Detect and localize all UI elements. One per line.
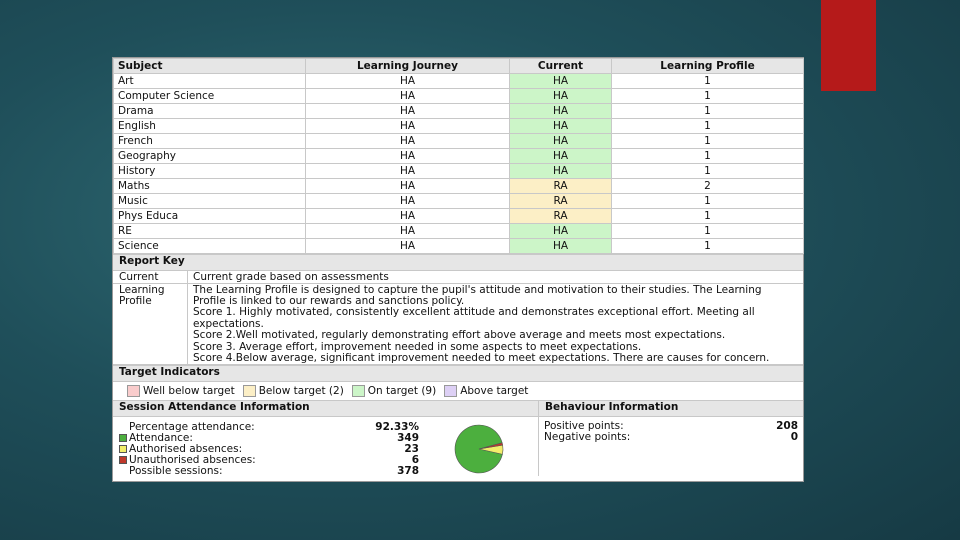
grade-row (114, 119, 804, 134)
indicator-above (444, 385, 528, 397)
attendance-value: 349 (397, 431, 419, 444)
lp-text-line: Profile is linked to our rewards and sanctions policy. (193, 294, 465, 307)
current-grade-cell: HA (510, 74, 612, 89)
key-row-current (113, 271, 803, 284)
student-report (112, 57, 804, 482)
target-indicators-legend (113, 382, 803, 401)
key-lp-label-line: Profile (119, 294, 152, 307)
indicator-label: On target (9) (367, 385, 437, 398)
attendance-label: Unauthorised absences: (129, 453, 256, 466)
attendance-label: Attendance: (129, 431, 193, 444)
grade-row (114, 179, 804, 194)
lp-text-line: expectations. (193, 317, 264, 330)
learning-profile-cell: 1 (612, 74, 804, 89)
bottom-panels (113, 401, 803, 476)
attendance-row (119, 454, 419, 465)
learning-journey-cell: HA (306, 104, 510, 119)
behaviour-label: Positive points: (544, 420, 624, 433)
subject-cell: Music (114, 194, 306, 209)
grade-row (114, 209, 804, 224)
key-lp-label (113, 284, 188, 365)
learning-profile-cell: 1 (612, 224, 804, 239)
grade-row (114, 224, 804, 239)
attendance-title: Session Attendance Information (113, 401, 538, 417)
behaviour-row (544, 432, 798, 443)
attendance-row (119, 432, 419, 443)
current-grade-cell: HA (510, 239, 612, 254)
header-learning-profile: Learning Profile (612, 59, 804, 74)
key-current-label: Current (113, 271, 188, 283)
learning-profile-cell: 1 (612, 194, 804, 209)
accent-bar (821, 0, 876, 91)
behaviour-value: 208 (776, 420, 798, 433)
key-lp-text (188, 284, 803, 365)
current-grade-cell: HA (510, 149, 612, 164)
indicator-label: Well below target (143, 385, 235, 398)
attendance-row (119, 465, 419, 476)
learning-profile-cell: 2 (612, 179, 804, 194)
grades-header-row (114, 59, 804, 74)
lp-text-line: Score 2.Well motivated, regularly demonstrating effort above average and meets most expectations. (193, 329, 726, 342)
attendance-pie-chart (453, 423, 505, 475)
learning-journey-cell: HA (306, 134, 510, 149)
learning-journey-cell: HA (306, 209, 510, 224)
current-grade-cell: HA (510, 104, 612, 119)
current-grade-cell: HA (510, 89, 612, 104)
current-grade-cell: RA (510, 194, 612, 209)
subject-cell: Maths (114, 179, 306, 194)
subject-cell: French (114, 134, 306, 149)
learning-journey-cell: HA (306, 149, 510, 164)
grade-row (114, 164, 804, 179)
current-grade-cell: HA (510, 224, 612, 239)
attendance-value: 23 (404, 442, 419, 455)
learning-profile-cell: 1 (612, 164, 804, 179)
subject-cell: English (114, 119, 306, 134)
learning-profile-cell: 1 (612, 134, 804, 149)
grades-body (114, 74, 804, 254)
attendance-panel (113, 401, 539, 476)
key-row-learning-profile (113, 284, 803, 366)
below-swatch (243, 385, 256, 397)
subject-cell: RE (114, 224, 306, 239)
learning-journey-cell: HA (306, 74, 510, 89)
subject-cell: Computer Science (114, 89, 306, 104)
authorised-color-square (119, 445, 127, 453)
attendance-row (119, 443, 419, 454)
target-indicators-title: Target Indicators (113, 365, 803, 382)
key-current-text: Current grade based on assessments (193, 271, 389, 283)
current-grade-cell: HA (510, 119, 612, 134)
grade-row (114, 134, 804, 149)
header-subject: Subject (114, 59, 306, 74)
header-current: Current (510, 59, 612, 74)
learning-journey-cell: HA (306, 164, 510, 179)
grade-row (114, 194, 804, 209)
on-swatch (352, 385, 365, 397)
above-swatch (444, 385, 457, 397)
lp-text-line: Score 1. Highly motivated, consistently excellent attitude and demonstrates exceptional effort. Meeting all (193, 306, 755, 319)
learning-profile-cell: 1 (612, 239, 804, 254)
lp-text-line: Score 4.Below average, significant improvement needed to meet expectations. There are causes for concern. (193, 351, 770, 364)
subject-cell: Art (114, 74, 306, 89)
key-lp-label-line: Learning (119, 283, 165, 296)
indicator-well-below (127, 385, 235, 397)
behaviour-label: Negative points: (544, 431, 631, 444)
grade-row (114, 89, 804, 104)
attendance-value: 378 (397, 464, 419, 477)
current-grade-cell: RA (510, 209, 612, 224)
subject-cell: Phys Educa (114, 209, 306, 224)
learning-profile-cell: 1 (612, 149, 804, 164)
learning-journey-cell: HA (306, 119, 510, 134)
learning-profile-cell: 1 (612, 119, 804, 134)
well-below-swatch (127, 385, 140, 397)
subject-cell: Geography (114, 149, 306, 164)
grade-row (114, 104, 804, 119)
attendance-row (119, 421, 419, 432)
attendance-value: 92.33% (375, 420, 419, 433)
current-grade-cell: HA (510, 164, 612, 179)
behaviour-title: Behaviour Information (539, 401, 803, 417)
current-grade-cell: RA (510, 179, 612, 194)
report-key-title: Report Key (113, 254, 803, 271)
lp-text-line: The Learning Profile is designed to capture the pupil's attitude and motivation to their studies. The Learning (193, 283, 762, 296)
indicator-label: Below target (2) (258, 385, 344, 398)
header-learning-journey: Learning Journey (306, 59, 510, 74)
attendance-label: Authorised absences: (129, 442, 243, 455)
attendance-color-square (119, 434, 127, 442)
learning-profile-cell: 1 (612, 104, 804, 119)
indicator-label: Above target (460, 385, 529, 398)
grade-row (114, 74, 804, 89)
attendance-value: 6 (411, 453, 419, 466)
behaviour-value: 0 (790, 431, 798, 444)
behaviour-panel (539, 401, 803, 476)
learning-journey-cell: HA (306, 194, 510, 209)
learning-profile-cell: 1 (612, 209, 804, 224)
unauthorised-color-square (119, 456, 127, 464)
learning-journey-cell: HA (306, 89, 510, 104)
grade-row (114, 239, 804, 254)
subject-cell: Science (114, 239, 306, 254)
subject-cell: History (114, 164, 306, 179)
grades-table (113, 58, 804, 254)
current-grade-cell: HA (510, 134, 612, 149)
learning-journey-cell: HA (306, 224, 510, 239)
indicator-on (352, 385, 436, 397)
grade-row (114, 149, 804, 164)
attendance-label: Percentage attendance: (129, 420, 255, 433)
learning-profile-cell: 1 (612, 89, 804, 104)
attendance-label: Possible sessions: (129, 464, 223, 477)
lp-text-line: Score 3. Average effort, improvement needed in some aspects to meet expectations. (193, 340, 642, 353)
learning-journey-cell: HA (306, 179, 510, 194)
subject-cell: Drama (114, 104, 306, 119)
indicator-below (243, 385, 344, 397)
learning-journey-cell: HA (306, 239, 510, 254)
